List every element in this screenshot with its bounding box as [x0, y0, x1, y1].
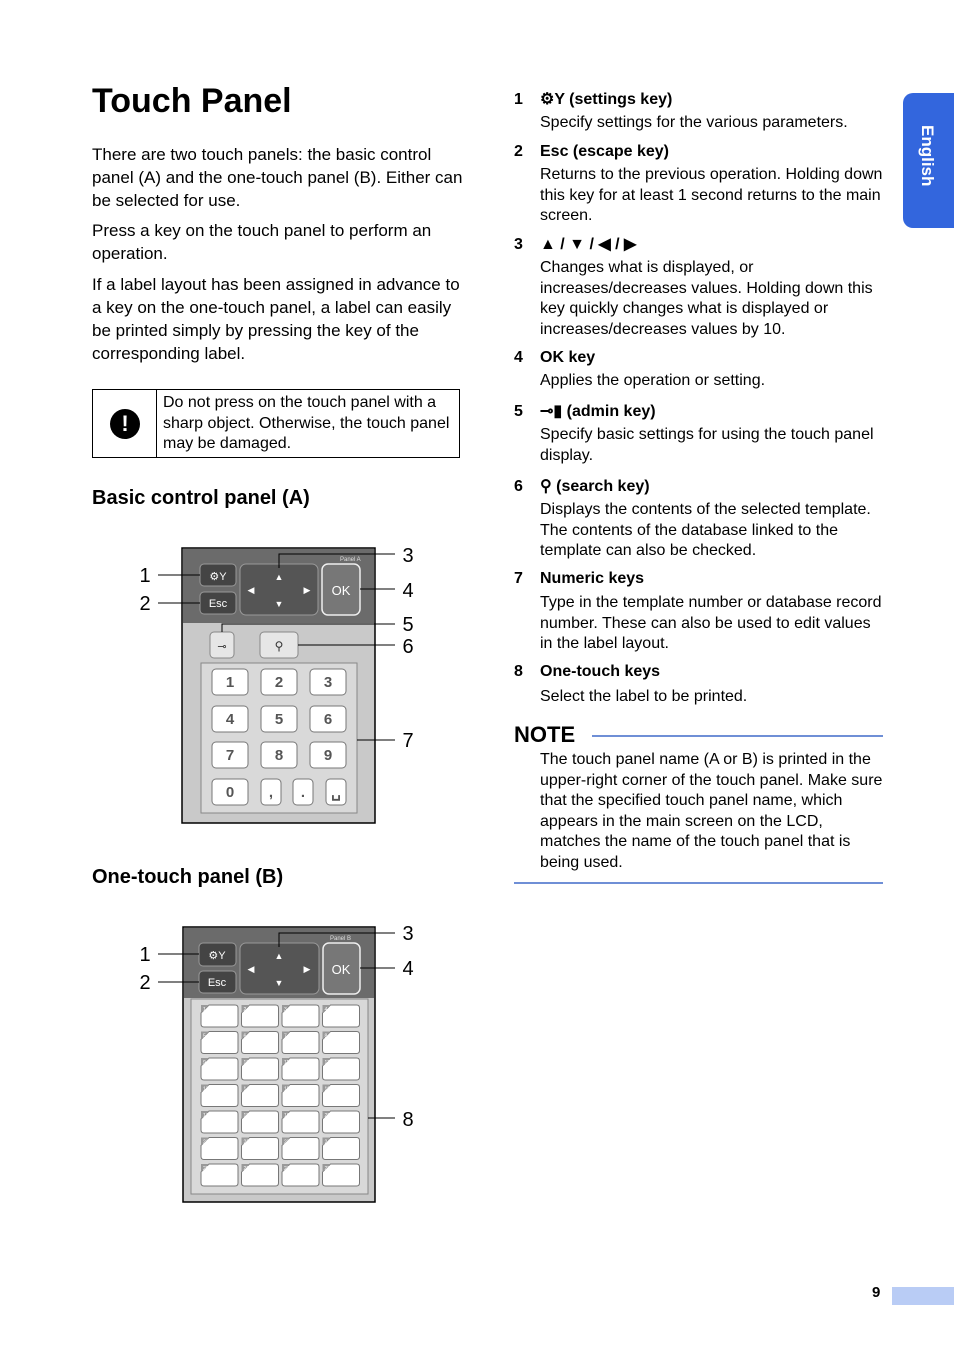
- numeric-key-label: 2: [274, 674, 284, 691]
- one-touch-key-number: 28: [324, 1166, 331, 1172]
- panel-b-label: Panel B: [330, 936, 352, 942]
- one-touch-key-number: 22: [243, 1139, 250, 1146]
- language-tab-label: English: [918, 125, 937, 187]
- item-description: Displays the contents of the selected template. The contents of the database linked to the template can also be checked.: [540, 501, 871, 559]
- one-touch-key-number: 14: [243, 1086, 250, 1093]
- one-touch-key[interactable]: [323, 1005, 360, 1027]
- intro-paragraph-3: If a label layout has been assigned in advance to a key on the one-touch panel, a label can easily be printed simply by pressing the key of the corresponding label.: [92, 275, 460, 363]
- up-arrow-icon[interactable]: ▲: [274, 951, 284, 961]
- item-number: 7: [514, 570, 523, 587]
- intro-paragraph-1: There are two touch panels: the basic control panel (A) and the one-touch panel (B). Either can be selected for use.: [92, 145, 463, 210]
- up-arrow-icon[interactable]: ▲: [274, 572, 284, 582]
- settings-icon: ⚙Y: [209, 571, 227, 583]
- numeric-key-label: ,: [268, 784, 274, 801]
- page-number: 9: [872, 1284, 881, 1301]
- admin-key-icon: ⊸▮: [540, 403, 567, 420]
- numeric-key-label: 9: [323, 747, 333, 764]
- numeric-key-label: 8: [274, 747, 284, 764]
- one-touch-key-number: 23: [284, 1139, 290, 1146]
- callout-2: 2: [139, 972, 151, 994]
- numeric-key-label: .: [300, 784, 306, 801]
- one-touch-key-number: 19: [284, 1113, 290, 1119]
- panel-a-label: Panel A: [340, 557, 361, 563]
- numeric-key-label: 4: [225, 711, 235, 728]
- panel-a-heading: Basic control panel (A): [92, 487, 310, 509]
- item-heading: ▲ / ▼ / ◀ / ▶: [540, 236, 637, 253]
- item-description: Changes what is displayed, or increases/decreases values. Holding down this key quickly changes what is displayed or increases/decreases values by 10.: [540, 259, 873, 338]
- item-number: 1: [514, 91, 523, 108]
- left-arrow-icon[interactable]: ◀: [247, 964, 255, 974]
- one-touch-key-number: 11: [284, 1060, 290, 1066]
- one-touch-key[interactable]: [323, 1032, 360, 1054]
- numeric-key-label: 3: [323, 674, 333, 691]
- callout-6: 6: [402, 636, 414, 658]
- item-heading: (search key): [556, 478, 650, 495]
- callout-1: 1: [139, 944, 151, 966]
- numeric-key-label: 7: [225, 747, 235, 764]
- note-text: The touch panel name (A or B) is printed in the upper-right corner of the touch panel. Make sure that the specified touch panel name, which appears in the main screen on the LCD, matches the name of the touch panel that is being used.: [540, 751, 883, 871]
- one-touch-key-number: 9: [203, 1060, 206, 1066]
- numeric-key-label: 5: [274, 711, 284, 728]
- numeric-key-label: 1: [225, 674, 235, 691]
- one-touch-key-number: 4: [324, 1007, 328, 1013]
- one-touch-key-number: 26: [243, 1166, 250, 1172]
- numeric-key-label: 0: [225, 784, 235, 801]
- exclamation-icon: !: [110, 409, 140, 439]
- one-touch-key-number: 18: [243, 1113, 250, 1119]
- left-arrow-icon[interactable]: ◀: [247, 585, 255, 595]
- search-icon: ⚲: [274, 639, 284, 653]
- search-icon: ⚲: [540, 478, 557, 495]
- one-touch-key[interactable]: [201, 1032, 238, 1054]
- item-heading: Esc (escape key): [540, 143, 669, 160]
- one-touch-key-number: 5: [203, 1033, 206, 1040]
- ok-key-label: OK: [331, 962, 351, 977]
- item-number: 6: [514, 478, 523, 495]
- language-tab: [903, 93, 954, 228]
- item-number: 3: [514, 236, 523, 253]
- one-touch-key-number: 21: [203, 1139, 209, 1146]
- callout-1: 1: [139, 565, 151, 587]
- note-title: NOTE: [514, 722, 576, 747]
- one-touch-key[interactable]: [201, 1005, 238, 1027]
- callout-2: 2: [139, 593, 151, 615]
- page-title: Touch Panel: [92, 82, 292, 120]
- item-heading: One-touch keys: [540, 663, 661, 680]
- callout-3: 3: [402, 545, 414, 567]
- one-touch-key-number: 13: [203, 1086, 209, 1093]
- one-touch-key-number: 10: [243, 1060, 250, 1066]
- panel-a-figure: [130, 540, 430, 830]
- one-touch-key-number: 27: [284, 1166, 290, 1172]
- callout-3: 3: [402, 923, 414, 945]
- one-touch-key-number: 3: [284, 1007, 287, 1013]
- numeric-key-label: ␣: [331, 784, 341, 801]
- one-touch-key-number: 24: [324, 1139, 331, 1146]
- one-touch-key-number: 2: [243, 1007, 247, 1013]
- one-touch-key[interactable]: [201, 1058, 238, 1080]
- one-touch-key[interactable]: [242, 1005, 279, 1027]
- one-touch-key[interactable]: [282, 1032, 319, 1054]
- one-touch-key-number: 1: [203, 1007, 206, 1013]
- one-touch-key-number: 20: [324, 1113, 331, 1119]
- one-touch-key-number: 25: [203, 1166, 209, 1172]
- settings-icon: ⚙Y: [540, 91, 570, 108]
- item-number: 4: [514, 349, 523, 366]
- callout-8: 8: [402, 1109, 414, 1131]
- numeric-key-label: 6: [323, 711, 333, 728]
- one-touch-key-number: 6: [243, 1033, 247, 1040]
- item-heading: (settings key): [569, 91, 673, 108]
- esc-key-label: Esc: [208, 598, 228, 610]
- note-divider: [592, 735, 883, 737]
- one-touch-key[interactable]: [282, 1005, 319, 1027]
- settings-icon: ⚙Y: [208, 950, 226, 962]
- one-touch-key-number: 15: [284, 1086, 290, 1093]
- right-arrow-icon[interactable]: ▶: [303, 964, 311, 974]
- item-number: 8: [514, 663, 523, 680]
- down-arrow-icon[interactable]: ▼: [274, 599, 284, 609]
- one-touch-key-number: 8: [324, 1033, 328, 1040]
- callout-7: 7: [402, 730, 414, 752]
- admin-key-icon: ⊸: [217, 641, 227, 653]
- item-heading: Numeric keys: [540, 570, 645, 587]
- one-touch-key-number: 16: [324, 1086, 331, 1093]
- one-touch-key[interactable]: [242, 1032, 279, 1054]
- panel-b-heading: One-touch panel (B): [92, 866, 284, 888]
- one-touch-key-number: 12: [324, 1060, 331, 1066]
- intro-paragraph-2: Press a key on the touch panel to perform an operation.: [92, 221, 432, 263]
- warning-icon-cell: [93, 390, 157, 457]
- one-touch-key-number: 7: [284, 1033, 287, 1040]
- item-number: 2: [514, 143, 523, 160]
- callout-4: 4: [402, 958, 414, 980]
- warning-box: [92, 389, 460, 458]
- item-number: 5: [514, 403, 523, 420]
- one-touch-key-number: 17: [203, 1113, 209, 1119]
- down-arrow-icon[interactable]: ▼: [274, 978, 284, 988]
- callout-5: 5: [402, 614, 414, 636]
- panel-b-figure: [130, 919, 430, 1209]
- right-arrow-icon[interactable]: ▶: [303, 585, 311, 595]
- callout-4: 4: [402, 580, 414, 602]
- warning-text: Do not press on the touch panel with a sharp object. Otherwise, the touch panel may be damaged.: [163, 394, 450, 452]
- item-description: Applies the operation or setting.: [540, 372, 766, 389]
- note-bottom-divider: [514, 882, 883, 884]
- ok-key-label: OK: [331, 583, 351, 598]
- item-description: Specify basic settings for using the touch panel display.: [540, 426, 874, 464]
- page-number-bar: [892, 1287, 954, 1305]
- item-heading: (admin key): [566, 403, 656, 420]
- item-description: Returns to the previous operation. Holding down this key for at least 1 second returns to the main screen.: [540, 166, 883, 224]
- item-description: Specify settings for the various parameters.: [540, 114, 848, 131]
- esc-key-label: Esc: [207, 977, 227, 989]
- item-description: Select the label to be printed.: [540, 688, 748, 705]
- item-heading: OK key: [540, 349, 596, 366]
- item-description: Type in the template number or database record number. These can also be used to edit values in the label layout.: [540, 594, 882, 652]
